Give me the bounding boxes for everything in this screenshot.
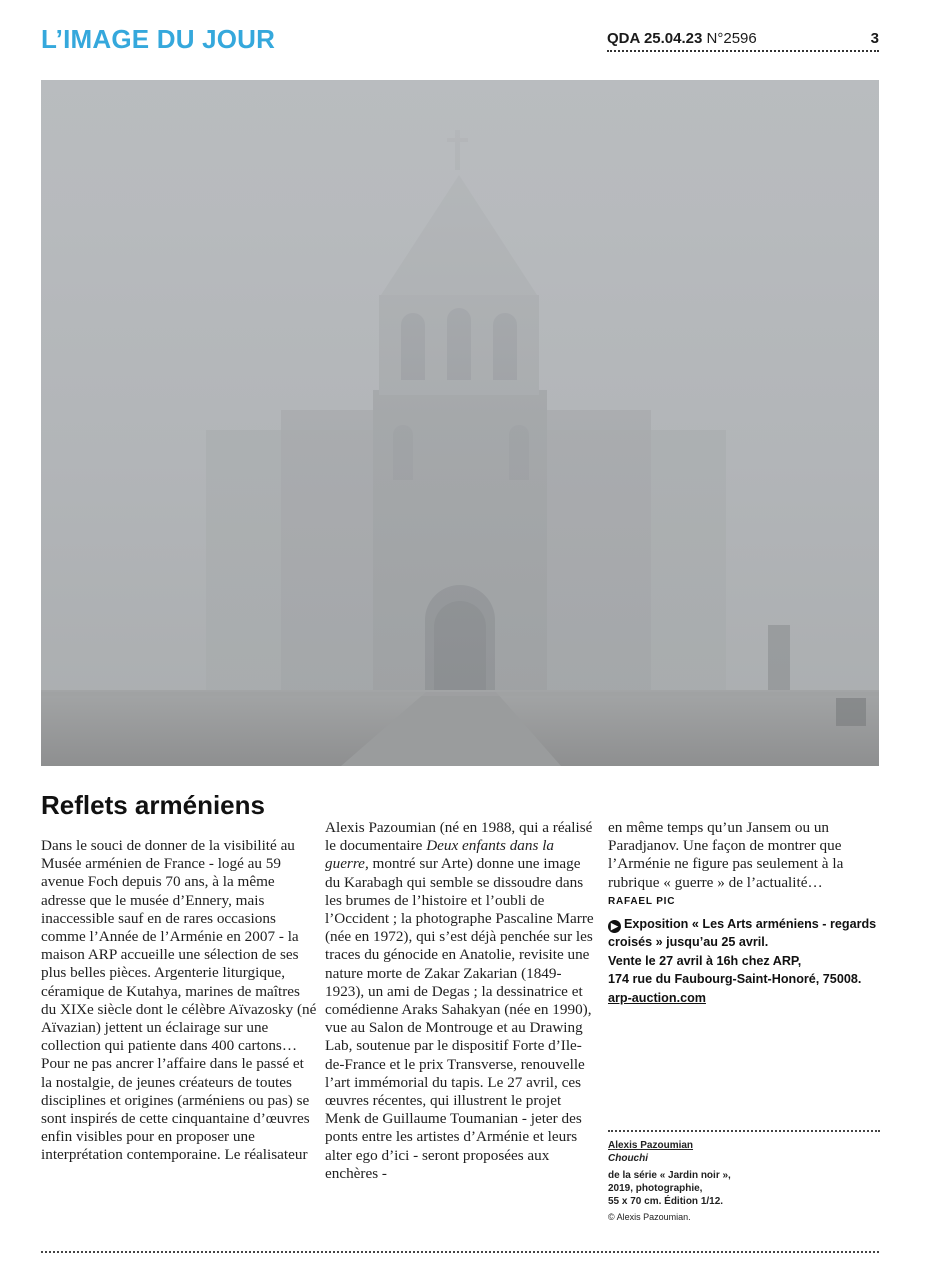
article-text-col2 [325, 819, 599, 1183]
article-text-col1: Dans le souci de donner de la visibilité au Musée arménien de France - logé au 59 avenue Foch depuis 70 ans, à la même adresse que le musée d’Ennery, mais inaccessible sauf en de rares occasions comme l’Année de l’Arménie en 2007 - la maison ARP accueille une sélection de ses plus belles pièces. Argenterie liturgique, céramique de Kutahya, marines de maîtres du XIXe siècle dont le célèbre Aïvazosky (né Aïvazian) jettent un éclairage sur une collection qui patiente dans 400 cartons… Pour ne pas ancrer l’affaire dans le passé et la nostalgie, de jeunes créateurs de toutes disciplines et origines (arméniens ou pas) se sont inspirés de cette cinquantaine d’œuvres enfin visibles pour en proposer une interprétation contemporaine. Le réalisateur [41, 837, 317, 1164]
caption-details: de la série « Jardin noir », 2019, photographie, 55 x 70 cm. Édition 1/12. [608, 1170, 731, 1207]
film-title: Deux enfants dans la guerre [325, 837, 555, 873]
event-info [608, 915, 880, 1008]
caption-title: Chouchi [608, 1153, 648, 1164]
author-byline: RAFAEL PIC [608, 895, 676, 907]
address-info: 174 rue du Faubourg-Saint-Honoré, 75008. [608, 972, 862, 987]
article-column-2 [325, 819, 599, 1183]
article-headline: Reflets arméniens [41, 790, 265, 820]
website-link[interactable]: arp-auction.com [608, 990, 706, 1005]
caption-credit: © Alexis Pazoumian. [608, 1212, 691, 1222]
church-in-fog-image [41, 80, 879, 766]
page-number: 3 [870, 30, 879, 47]
issue-number: N°2596 [706, 30, 757, 47]
article-column-3 [608, 819, 880, 1007]
exhibition-info: Exposition « Les Arts arméniens - regards croisés » jusqu’au 25 avril. [608, 916, 877, 950]
main-photo [41, 80, 879, 766]
rubric-title: L’IMAGE DU JOUR [41, 24, 276, 54]
photo-caption [608, 1130, 880, 1224]
masthead [607, 30, 879, 52]
col2-text-b: , montré sur Arte) donne une image du Karabagh qui semble se dissoudre dans les brumes de l’histoire et l’oubli de l’Occident ; la photographe Pascaline Marre (née en 1972), qui s’est déjà penchée sur les traces du génocide en Anatolie, revisite une nature morte de Zakar Zakarian (1849-1923), un ami de Degas ; la dessinatrice et comédienne Araks Sahakyan (née en 1990), vue au Salon de Montrouge et au Drawing Lab, soutenue par le dispositif Forte d’Ile-de-France et le prix Transverse, renouvelle l’art immémorial du tapis. Le 27 avril, ces œuvres récentes, qui illustrent le projet Menk de Guillaume Toumanian - jeter des ponts entre les artistes d’Arménie et leurs alter ego d’ici - seront proposées aux enchères - [325, 855, 594, 1182]
article-column-1 [41, 837, 317, 1165]
issue-date: QDA 25.04.23 [607, 30, 703, 47]
footer-divider [41, 1251, 879, 1253]
caption-artist: Alexis Pazoumian [608, 1140, 694, 1151]
article-text-col3: en même temps qu’un Jansem ou un Paradjanov. Une façon de montrer que l’Arménie ne figure pas seulement à la rubrique « guerre » de l’actualité… [608, 819, 844, 891]
arrow-right-circle-icon: ▶ [608, 920, 621, 933]
sale-info: Vente le 27 avril à 16h chez ARP, [608, 953, 802, 968]
col2-text-a: Alexis Pazoumian (né en 1988, qui a réalisé le documentaire [325, 819, 593, 855]
